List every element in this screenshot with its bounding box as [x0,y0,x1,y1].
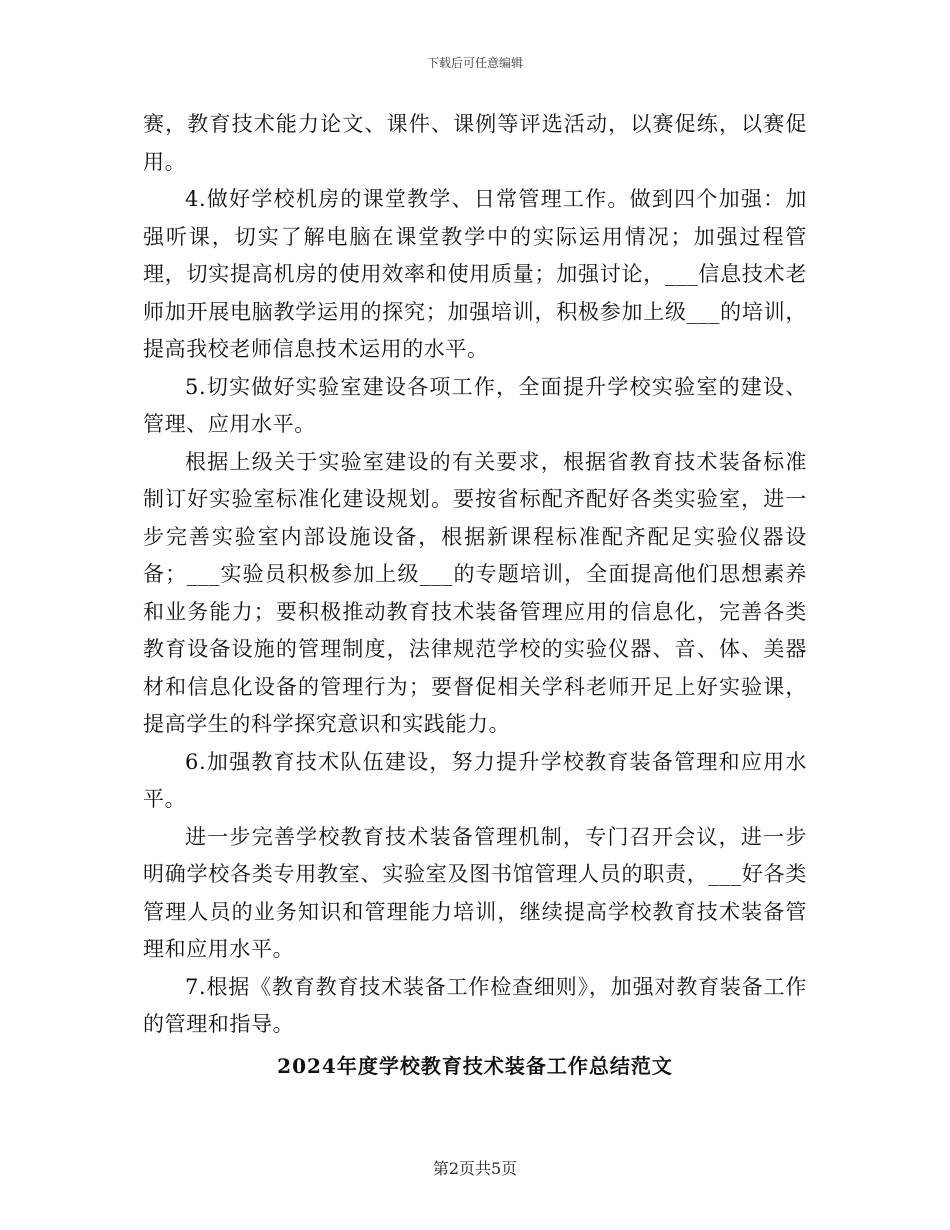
paragraph-1: 赛，教育技术能力论文、课件、课例等评选活动，以赛促练，以赛促用。 [143,112,807,174]
paragraph-3: 5.切实做好实验室建设各项工作，全面提升学校实验室的建设、管理、应用水平。 [143,374,807,436]
section-title: 2024年度学校教育技术装备工作总结范文 [277,1054,673,1078]
paragraph-7: 7.根据《教育教育技术装备工作检查细则》，加强对教育装备工作的管理和指导。 [143,974,807,1036]
page-footer: 第2页共5页 [432,1159,518,1178]
paragraph-6: 进一步完善学校教育技术装备管理机制，专门召开会议，进一步明确学校各类专用教室、实验室及图书馆管理人员的职责，___好各类管理人员的业务知识和管理能力培训，继续提高学校教育技术装备管理和应用水平。 [143,824,807,961]
paragraph-4: 根据上级关于实验室建设的有关要求，根据省教育技术装备标准制订好实验室标准化建设规划。要按省标配齐配好各类实验室，进一步完善实验室内部设施设备，根据新课程标准配齐配足实验仪器设备；___实验员积极参加上级___的专题培训，全面提高他们思想素养和业务能力；要积极推动教育技术装备管理应用的信息化，完善各类教育设备设施的管理制度，法律规范学校的实验仪器、音、体、美器材和信息化设备的管理行为；要督促相关学科老师开足上好实验课，提高学生的科学探究意识和实践能力。 [143,449,807,736]
paragraph-5: 6.加强教育技术队伍建设，努力提升学校教育装备管理和应用水平。 [143,749,807,811]
paragraph-2: 4.做好学校机房的课堂教学、日常管理工作。做到四个加强：加强听课，切实了解电脑在课堂教学中的实际运用情况；加强过程管理，切实提高机房的使用效率和使用质量；加强讨论，___信息技术老师加开展电脑教学运用的探究；加强培训，积极参加上级___的培训，提高我校老师信息技术运用的水平。 [143,187,807,361]
document-body [143,106,807,1044]
page-header: 下载后可任意编辑 [426,56,523,70]
